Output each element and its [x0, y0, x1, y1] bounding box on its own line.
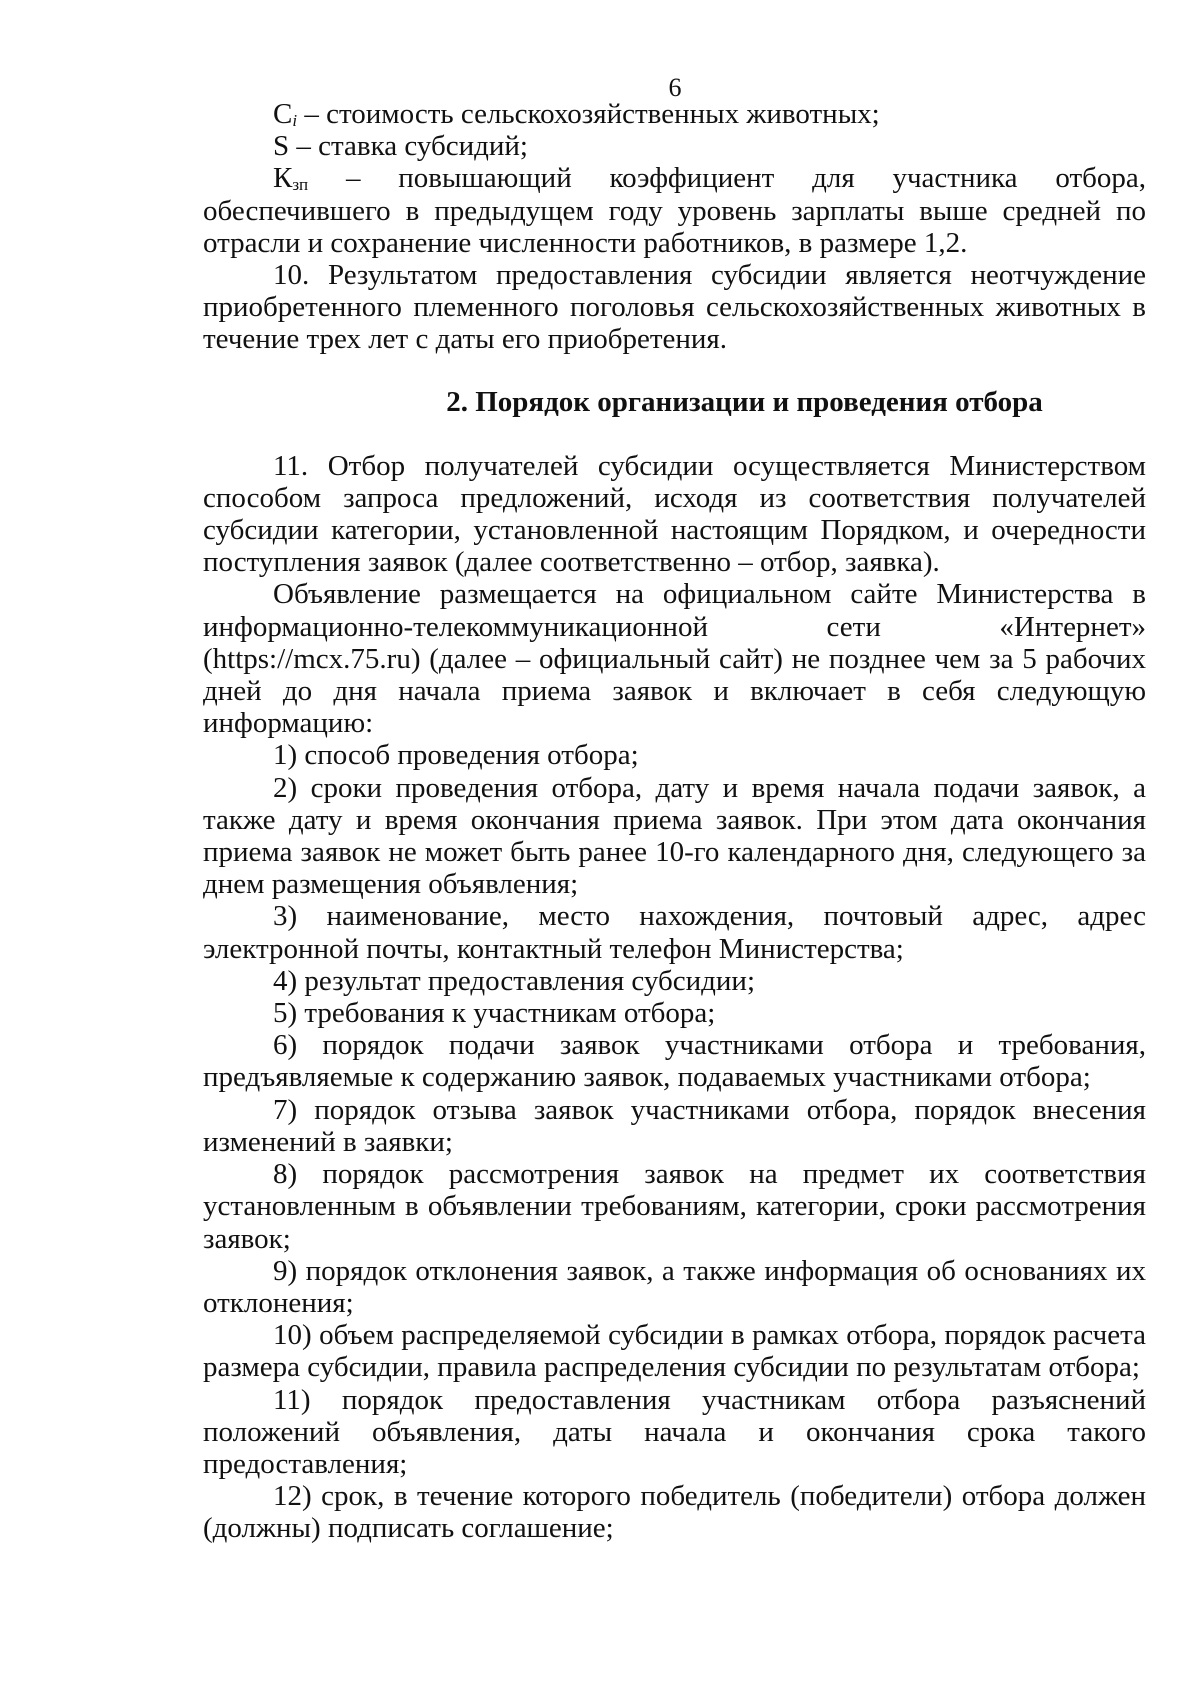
paragraph-11: 11. Отбор получателей субсидии осуществляется Министерством способом запроса предложений, исходя из соответствия получателей субсидии категории, установленной настоящим Порядком, и очередности поступления заявок (далее соответственно – отбор, заявка).	[203, 449, 1146, 579]
definition-kzp	[203, 162, 1146, 259]
list-item: 3) наименование, место нахождения, почтовый адрес, адрес электронной почты, контактный телефон Министерства;	[203, 900, 1146, 965]
definition-text: – повышающий коэффициент для участника отбора, обеспечившего в предыдущем году уровень зарплаты выше средней по отрасли и сохранение численности работников, в размере 1,2.	[203, 162, 1146, 259]
document-body	[203, 98, 1146, 1545]
list-item: 10) объем распределяемой субсидии в рамках отбора, порядок расчета размера субсидии, правила распределения субсидии по результатам отбора;	[203, 1319, 1146, 1384]
list-item: 6) порядок подачи заявок участниками отбора и требования, предъявляемые к содержанию заявок, подаваемых участниками отбора;	[203, 1029, 1146, 1094]
definition-subscript: i	[292, 111, 298, 130]
definition-subscript: зп	[292, 175, 309, 195]
list-item: 9) порядок отклонения заявок, а также информация об основаниях их отклонения;	[203, 1254, 1146, 1319]
list-item: 2) сроки проведения отбора, дату и время начала подачи заявок, а также дату и время окончания приема заявок. При этом дата окончания приема заявок не может быть ранее 10-го календарного дня, следующего за днем размещения объявления;	[203, 771, 1146, 901]
definition-text: – стоимость сельскохозяйственных животных;	[297, 98, 880, 130]
definition-s	[203, 130, 1146, 162]
list-item: 12) срок, в течение которого победитель (победители) отбора должен (должны) подписать соглашение;	[203, 1480, 1146, 1545]
list-item: 7) порядок отзыва заявок участниками отбора, порядок внесения изменений в заявки;	[203, 1093, 1146, 1158]
spacer	[203, 356, 1146, 386]
list-item: 1) способ проведения отбора;	[273, 739, 639, 772]
list-item: 4) результат предоставления субсидии;	[273, 964, 756, 997]
list-item: 8) порядок рассмотрения заявок на предмет их соответствия установленным в объявлении требованиям, категории, сроки рассмотрения заявок;	[203, 1158, 1146, 1255]
announcement-intro: Объявление размещается на официальном сайте Министерства в информационно-телекоммуникационной сети «Интернет» (https://mcx.75.ru) (далее – официальный сайт) не позднее чем за 5 рабочих дней до дня начала приема заявок и включает в себя следующую информацию:	[203, 578, 1146, 740]
definition-symbol: К	[273, 162, 293, 195]
definition-ci	[203, 98, 1146, 130]
list-item: 11) порядок предоставления участникам отбора разъяснений положений объявления, даты начала и окончания срока такого предоставления;	[203, 1383, 1146, 1480]
page-number: 6	[668, 73, 682, 102]
paragraph-10: 10. Результатом предоставления субсидии является неотчуждение приобретенного племенного поголовья сельскохозяйственных животных в течение трех лет с даты его приобретения.	[203, 259, 1146, 356]
definition-text: – ставка субсидий;	[289, 130, 528, 163]
list-item: 5) требования к участникам отбора;	[273, 997, 716, 1030]
spacer	[203, 418, 1146, 450]
definition-symbol: C	[273, 98, 293, 130]
section-heading: 2. Порядок организации и проведения отбора	[446, 385, 1043, 418]
definition-symbol: S	[273, 130, 290, 163]
